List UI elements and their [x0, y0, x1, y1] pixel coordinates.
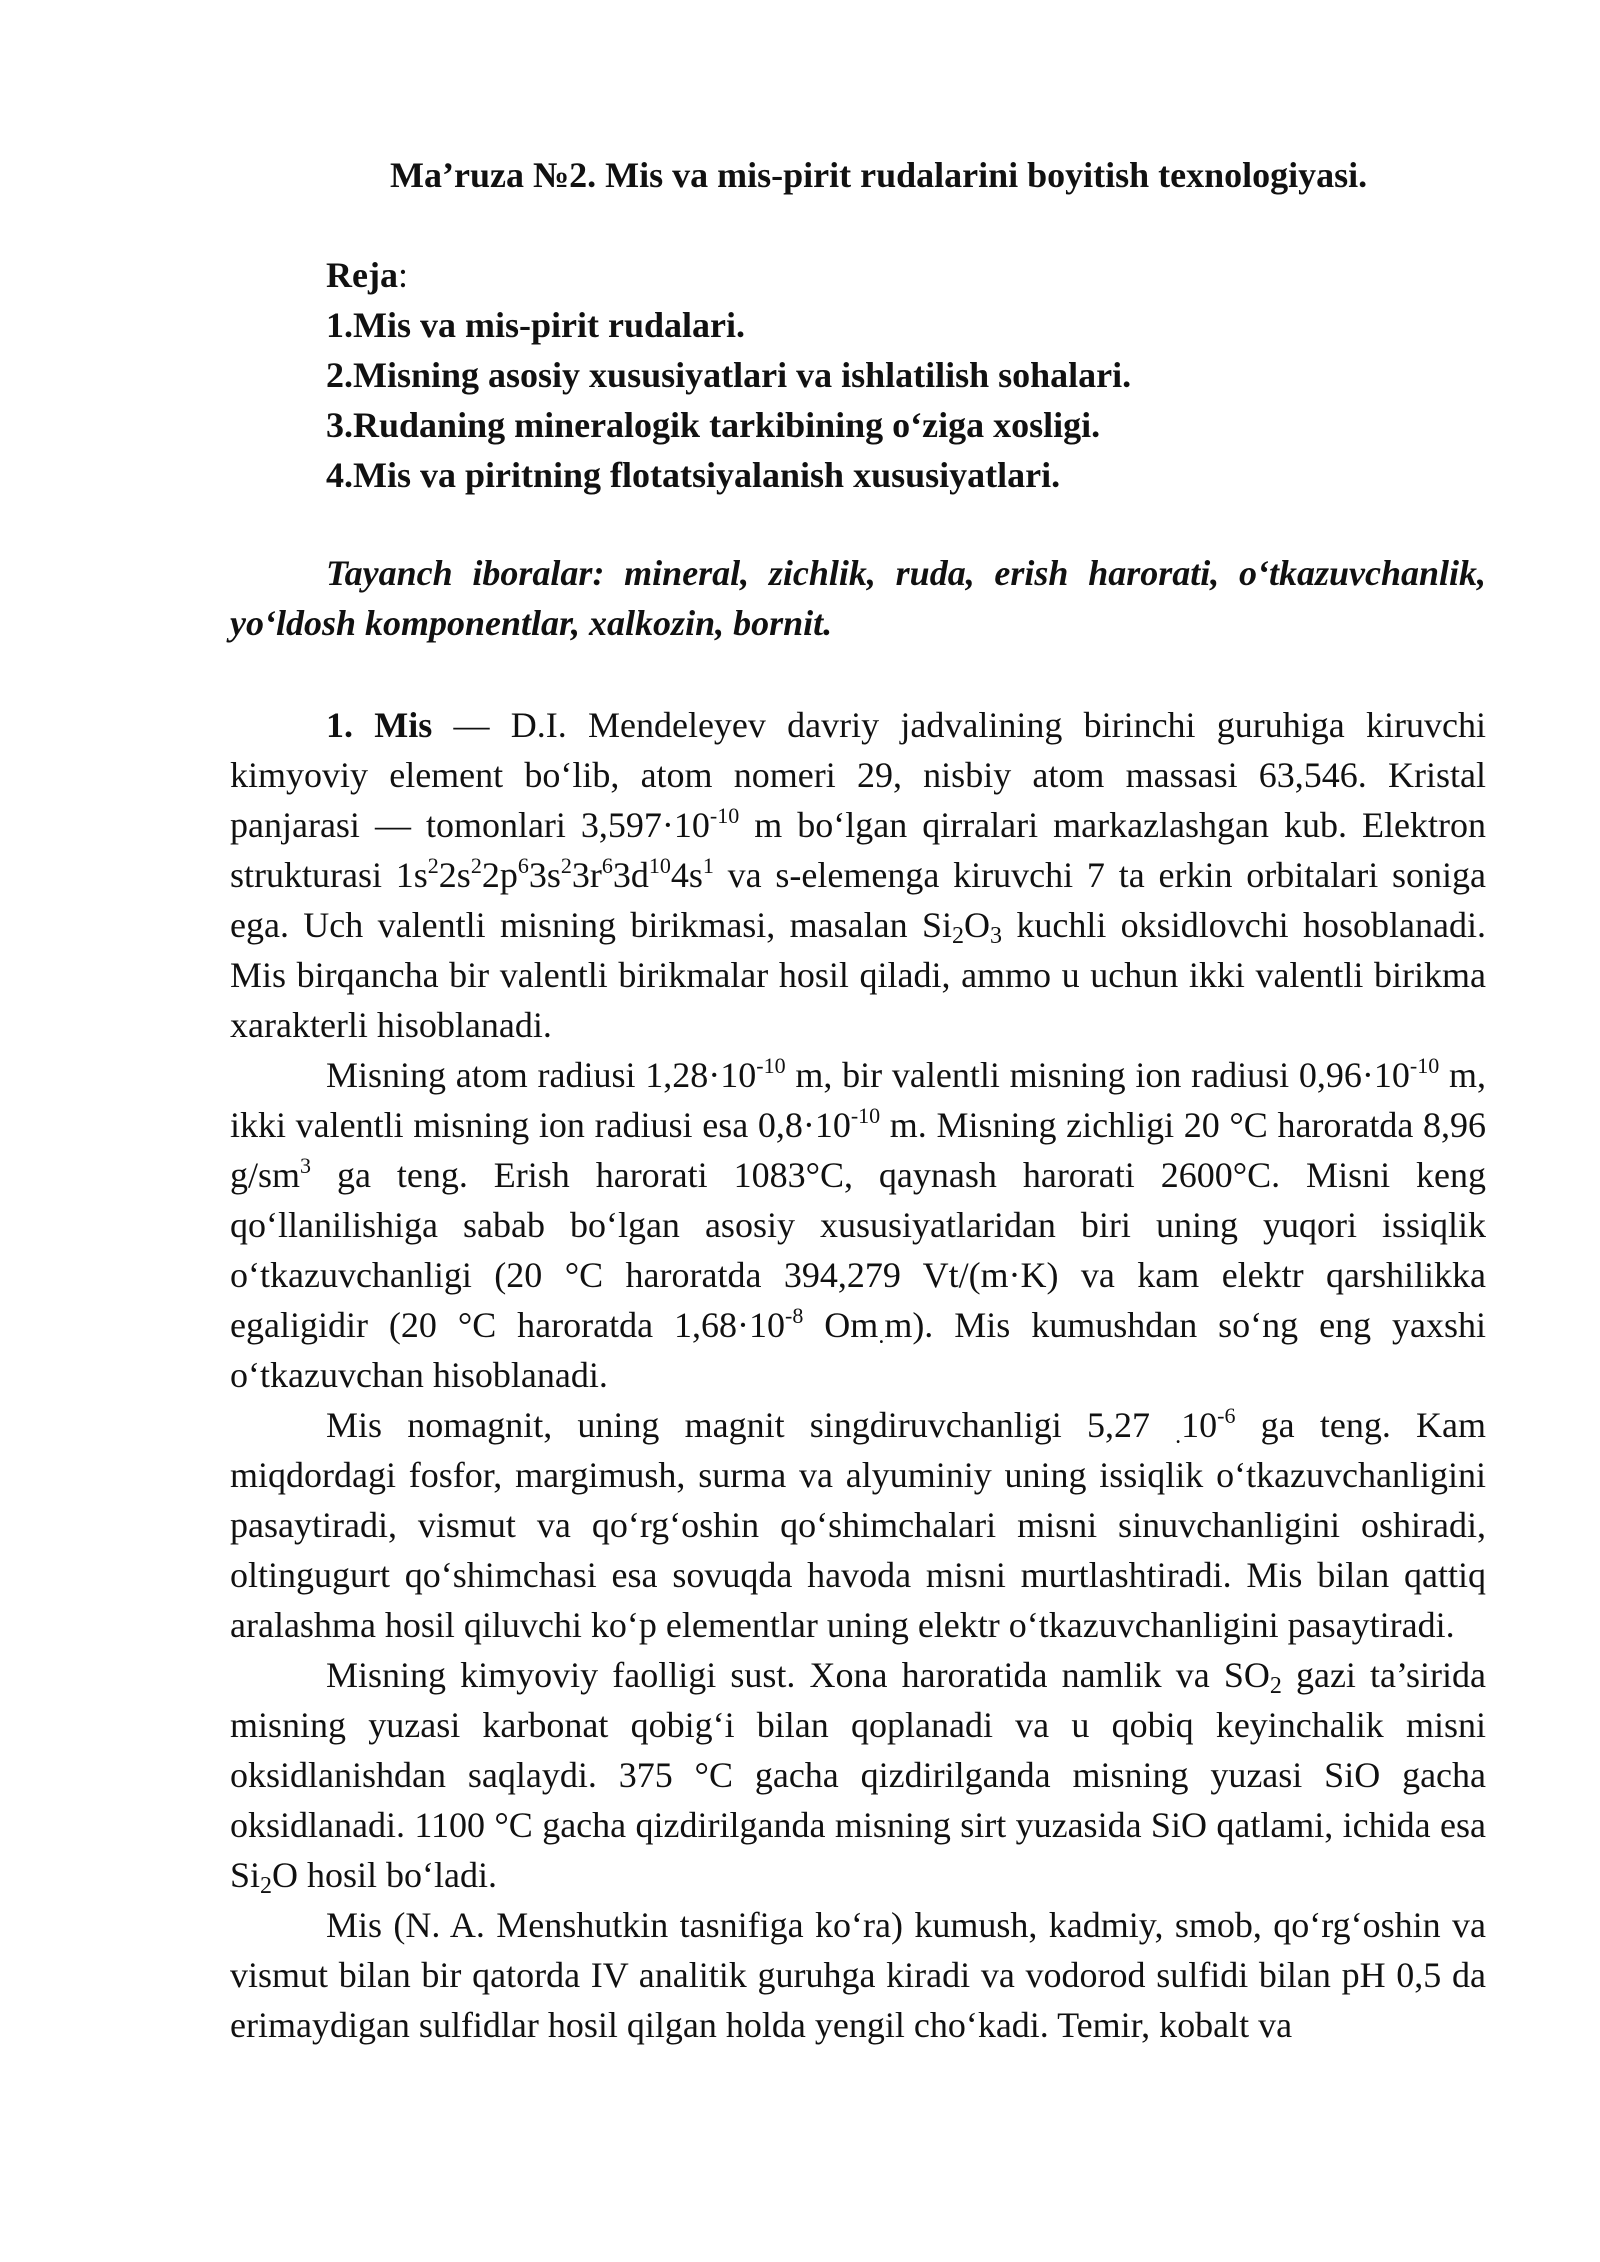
p1-cfg-13: 1 — [702, 853, 714, 878]
plan-heading: Reja — [326, 255, 398, 295]
p1-text-5: kuchli oksidlovchi hosoblanadi. Mis birqancha bir valentli birikmalar hosil qiladi, ammo u uchun ikki valentli birikma xarakterli hisoblanadi. — [230, 905, 1487, 1045]
plan-heading-line — [326, 250, 1131, 300]
p3-exp-1: -6 — [1217, 1403, 1236, 1428]
p1-text-4: O — [964, 905, 990, 945]
p2-text-3: m, ikki valentli misning ion radiusi esa 0,8·10 — [230, 1055, 1486, 1145]
plan-item-4: 4.Mis va piritning flotatsiyalanish xususiyatlari. — [326, 455, 1061, 495]
paragraph-copy-chemical — [230, 1650, 1486, 1900]
p3-text-2: 10 — [1181, 1405, 1218, 1445]
p2-text-1: Misning atom radiusi 1,28·10 — [326, 1055, 757, 1095]
p1-cfg-3: 2 — [470, 853, 482, 878]
p4-text-3: O hosil bo‘ladi. — [272, 1855, 498, 1895]
plan-heading-colon: : — [397, 255, 408, 295]
p2-text-7: m). Mis kumushdan so‘ng eng yaxshi o‘tkazuvchan hisoblanadi. — [230, 1305, 1487, 1395]
p2-text-2: m, bir valentli misning ion radiusi 0,96·10 — [785, 1055, 1410, 1095]
p4-text-2: gazi ta’sirida misning yuzasi karbonat qobig‘i bilan qoplanadi va u qobiq keyinchalik misni oksidlanishdan saqlaydi. 375 °C gacha qizdirilganda misning yuzasi SiO gacha oksidlanadi. 1100 °C gacha qizdirilganda misning sirt yuzasida SiO qatlami, ichida esa Si — [230, 1655, 1486, 1895]
p4-sub-2: 2 — [260, 1873, 273, 1899]
p2-dot: . — [878, 1323, 885, 1349]
p2-text-4: m. Misning zichligi 20 °C haroratda 8,96 g/sm — [230, 1105, 1487, 1195]
p3-text-1: Mis nomagnit, uning magnit singdiruvchanligi 5,27 — [326, 1405, 1176, 1445]
keywords-paragraph: Tayanch iboralar: mineral, zichlik, ruda, erish harorati, o‘tkazuvchanlik, yo‘ldosh komponentlar, xalkozin, bornit. — [230, 553, 1486, 643]
p3-dot: . — [1175, 1423, 1182, 1449]
p1-sub-1: 2 — [952, 923, 964, 949]
p1-text-3: va s-elemenga kiruvchi 7 ta erkin orbitalari soniga ega. Uch valentli misning birikmasi, masalan Si — [230, 855, 1486, 945]
p2-exp-2: -10 — [1409, 1053, 1440, 1078]
paragraph-copy-magnetic — [230, 1400, 1486, 1650]
section-lead: 1. Mis — [326, 705, 433, 745]
p1-cfg-11: 10 — [648, 853, 671, 878]
p1-cfg-6: 3s — [528, 855, 561, 895]
p3-text-3: ga teng. Kam miqdordagi fosfor, margimush, surma va alyuminiy uning issiqlik o‘tkazuvchanligini pasaytiradi, vismut va qo‘rg‘oshin qo‘shimchalari misni sinuvchanligini oshiradi, oltingugurt qo‘shimchasi esa sovuqda havoda misni murtlashtiradi. Mis bilan qattiq aralashma hosil qiluvchi ko‘p elementlar uning elektr o‘tkazuvchanligini pasaytiradi. — [230, 1405, 1486, 1645]
p1-cfg-7: 2 — [560, 853, 572, 878]
paragraph-copy-analytic — [230, 1900, 1486, 2050]
body-text — [230, 700, 1486, 2050]
p2-exp-1: -10 — [756, 1053, 786, 1078]
plan-section — [326, 250, 1131, 500]
p1-cfg-2: 2s — [438, 855, 471, 895]
plan-item-3: 3.Rudaning mineralogik tarkibining o‘ziga xosligi. — [326, 405, 1101, 445]
p1-cfg-12: 4s — [670, 855, 703, 895]
p2-text-6: Om — [803, 1305, 879, 1345]
paragraph-copy-intro — [230, 700, 1486, 1050]
p1-cfg-8: 3r — [571, 855, 602, 895]
p1-cfg-10: 3d — [612, 855, 649, 895]
plan-item-1: 1.Mis va mis-pirit rudalari. — [326, 305, 745, 345]
paragraph-copy-radius — [230, 1050, 1486, 1400]
p4-text-1: Misning kimyoviy faolligi sust. Xona haroratida namlik va SO — [326, 1655, 1270, 1695]
p1-cfg-5: 6 — [517, 853, 529, 878]
p2-exp-4: 3 — [300, 1153, 312, 1178]
lecture-title: Ma’ruza №2. Mis va mis-pirit rudalarini boyitish texnologiyasi. — [390, 155, 1368, 195]
p1-sub-2: 3 — [990, 923, 1002, 949]
p1-exp-1: -10 — [709, 803, 740, 828]
p1-cfg-9: 6 — [601, 853, 613, 878]
plan-item-2: 2.Misning asosiy xususiyatlari va ishlatilish sohalari. — [326, 355, 1132, 395]
p1-text-2: m bo‘lgan qirralari markazlashgan kub. Elektron strukturasi 1s — [230, 805, 1486, 895]
p1-cfg-1: 2 — [427, 853, 439, 878]
p2-text-5: ga teng. Erish harorati 1083°C, qaynash harorati 2600°C. Misni keng qo‘llanilishiga sabab bo‘lgan asosiy xususiyatlaridan biri uning yuqori issiqlik o‘tkazuvchanligi (20 °C haroratda 394,279 Vt/(m·K) va kam elektr qarshilikka egaligidir (20 °C haroratda 1,68·10 — [230, 1155, 1486, 1345]
p1-cfg-4: 2p — [481, 855, 518, 895]
p4-sub-1: 2 — [1269, 1673, 1282, 1699]
p2-exp-3: -10 — [850, 1103, 881, 1128]
p2-exp-5: -8 — [785, 1303, 804, 1328]
p1-text-1: — D.I. Mendeleyev davriy jadvalining birinchi guruhiga kiruvchi kimyoviy element bo‘lib, atom nomeri 29, nisbiy atom massasi 63,546. Kristal panjarasi — tomonlari 3,597·10 — [230, 705, 1486, 845]
p5-text-1: Mis (N. A. Menshutkin tasnifiga ko‘ra) kumush, kadmiy, smob, qo‘rg‘oshin va vismut bilan bir qatorda IV analitik guruhga kiradi va vodorod sulfidi bilan pH 0,5 da erimaydigan sulfidlar hosil qilgan holda yengil cho‘kadi. Temir, kobalt va — [230, 1905, 1486, 2045]
